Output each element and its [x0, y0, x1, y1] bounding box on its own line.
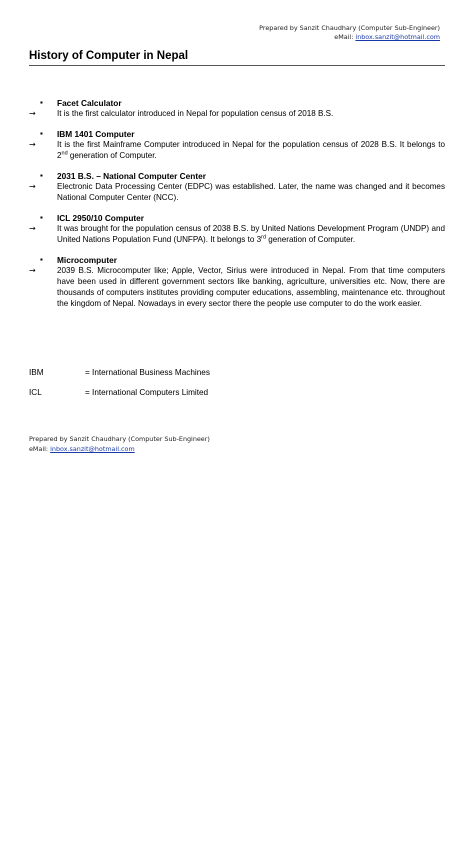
- title-underline: [29, 65, 445, 66]
- arrow-right-icon: →: [29, 109, 36, 118]
- arrow-right-icon: →: [29, 182, 36, 191]
- topic-body-text: It was brought for the population census of 2038 B.S. by United Nations Development Program (UNDP) and United Nations Population Fund (UNFPA). It belongs to 3: [57, 224, 445, 244]
- topic-list: [29, 98, 445, 319]
- topic-heading: [29, 98, 445, 108]
- footer-email-link[interactable]: inbox.sanzit@hotmail.com: [50, 445, 135, 453]
- ordinal-suffix: nd: [61, 150, 68, 157]
- bullet-icon: ▪: [40, 213, 43, 222]
- footer-note: [29, 434, 210, 454]
- topic-body: [29, 181, 445, 203]
- topic-heading-text: 2031 B.S. – National Computer Center: [57, 171, 206, 181]
- topic-item: [29, 98, 445, 119]
- header-email-label: eMail:: [334, 33, 354, 41]
- topic-body-text: 2039 B.S. Microcomputer like; Apple, Vector, Sirius were introduced in Nepal. From that time computers have been used in different government sectors like banking, agriculture, universities etc. Now, there are thousands of computers institutes providing computer educations, assembling, maintenance etc. throughout the kingdom of Nepal. Nowadays in every sector there the people use computer to do the work easier.: [57, 266, 445, 308]
- header-note: [259, 24, 440, 42]
- header-email-line: [259, 33, 440, 42]
- bullet-icon: ▪: [40, 129, 43, 138]
- topic-body-text: It is the first calculator introduced in Nepal for population census of 2018 B.S.: [57, 109, 334, 118]
- topic-item: [29, 213, 445, 245]
- topic-heading-text: Facet Calculator: [57, 98, 122, 108]
- topic-heading: [29, 255, 445, 265]
- ordinal-suffix: rd: [261, 234, 266, 241]
- topic-body-text-end: generation of Computer.: [67, 151, 157, 160]
- title-block: [29, 50, 445, 66]
- header-email-link[interactable]: inbox.sanzit@hotmail.com: [355, 33, 440, 41]
- bullet-icon: ▪: [40, 98, 43, 107]
- topic-heading-text: ICL 2950/10 Computer: [57, 213, 144, 223]
- footer-email-line: [29, 444, 210, 454]
- topic-body-text: It is the first Mainframe Computer introduced in Nepal for the population census of 2028 B.S. It belongs to 2: [57, 140, 445, 160]
- bullet-icon: ▪: [40, 255, 43, 264]
- page-title: History of Computer in Nepal: [29, 50, 189, 62]
- topic-heading-text: Microcomputer: [57, 255, 117, 265]
- topic-heading-text: IBM 1401 Computer: [57, 129, 135, 139]
- topic-body: [29, 108, 445, 119]
- arrow-right-icon: →: [29, 224, 36, 233]
- topic-heading: [29, 213, 445, 223]
- topic-heading: [29, 129, 445, 139]
- header-prepared-by: Prepared by Sanzit Chaudhary (Computer Sub-Engineer): [259, 24, 440, 32]
- footer-prepared-by: Prepared by Sanzit Chaudhary (Computer Sub-Engineer): [29, 435, 210, 443]
- abbreviation-term: ICL: [29, 388, 42, 397]
- footer-email-label: eMail:: [29, 445, 49, 453]
- arrow-right-icon: →: [29, 266, 36, 275]
- topic-heading: [29, 171, 445, 181]
- arrow-right-icon: →: [29, 140, 36, 149]
- topic-item: [29, 129, 445, 161]
- topic-body: [29, 265, 445, 309]
- abbreviation-term: IBM: [29, 368, 44, 377]
- bullet-icon: ▪: [40, 171, 43, 180]
- topic-body-text: Electronic Data Processing Center (EDPC) was established. Later, the name was changed and it becomes National Computer Center (NCC).: [57, 182, 445, 202]
- topic-body: [29, 139, 445, 161]
- topic-item: [29, 255, 445, 309]
- topic-body: [29, 223, 445, 245]
- topic-item: [29, 171, 445, 203]
- abbreviation-definition: = International Computers Limited: [85, 388, 209, 397]
- topic-body-text-end: generation of Computer.: [266, 235, 356, 244]
- abbreviation-definition: = International Business Machines: [85, 368, 210, 377]
